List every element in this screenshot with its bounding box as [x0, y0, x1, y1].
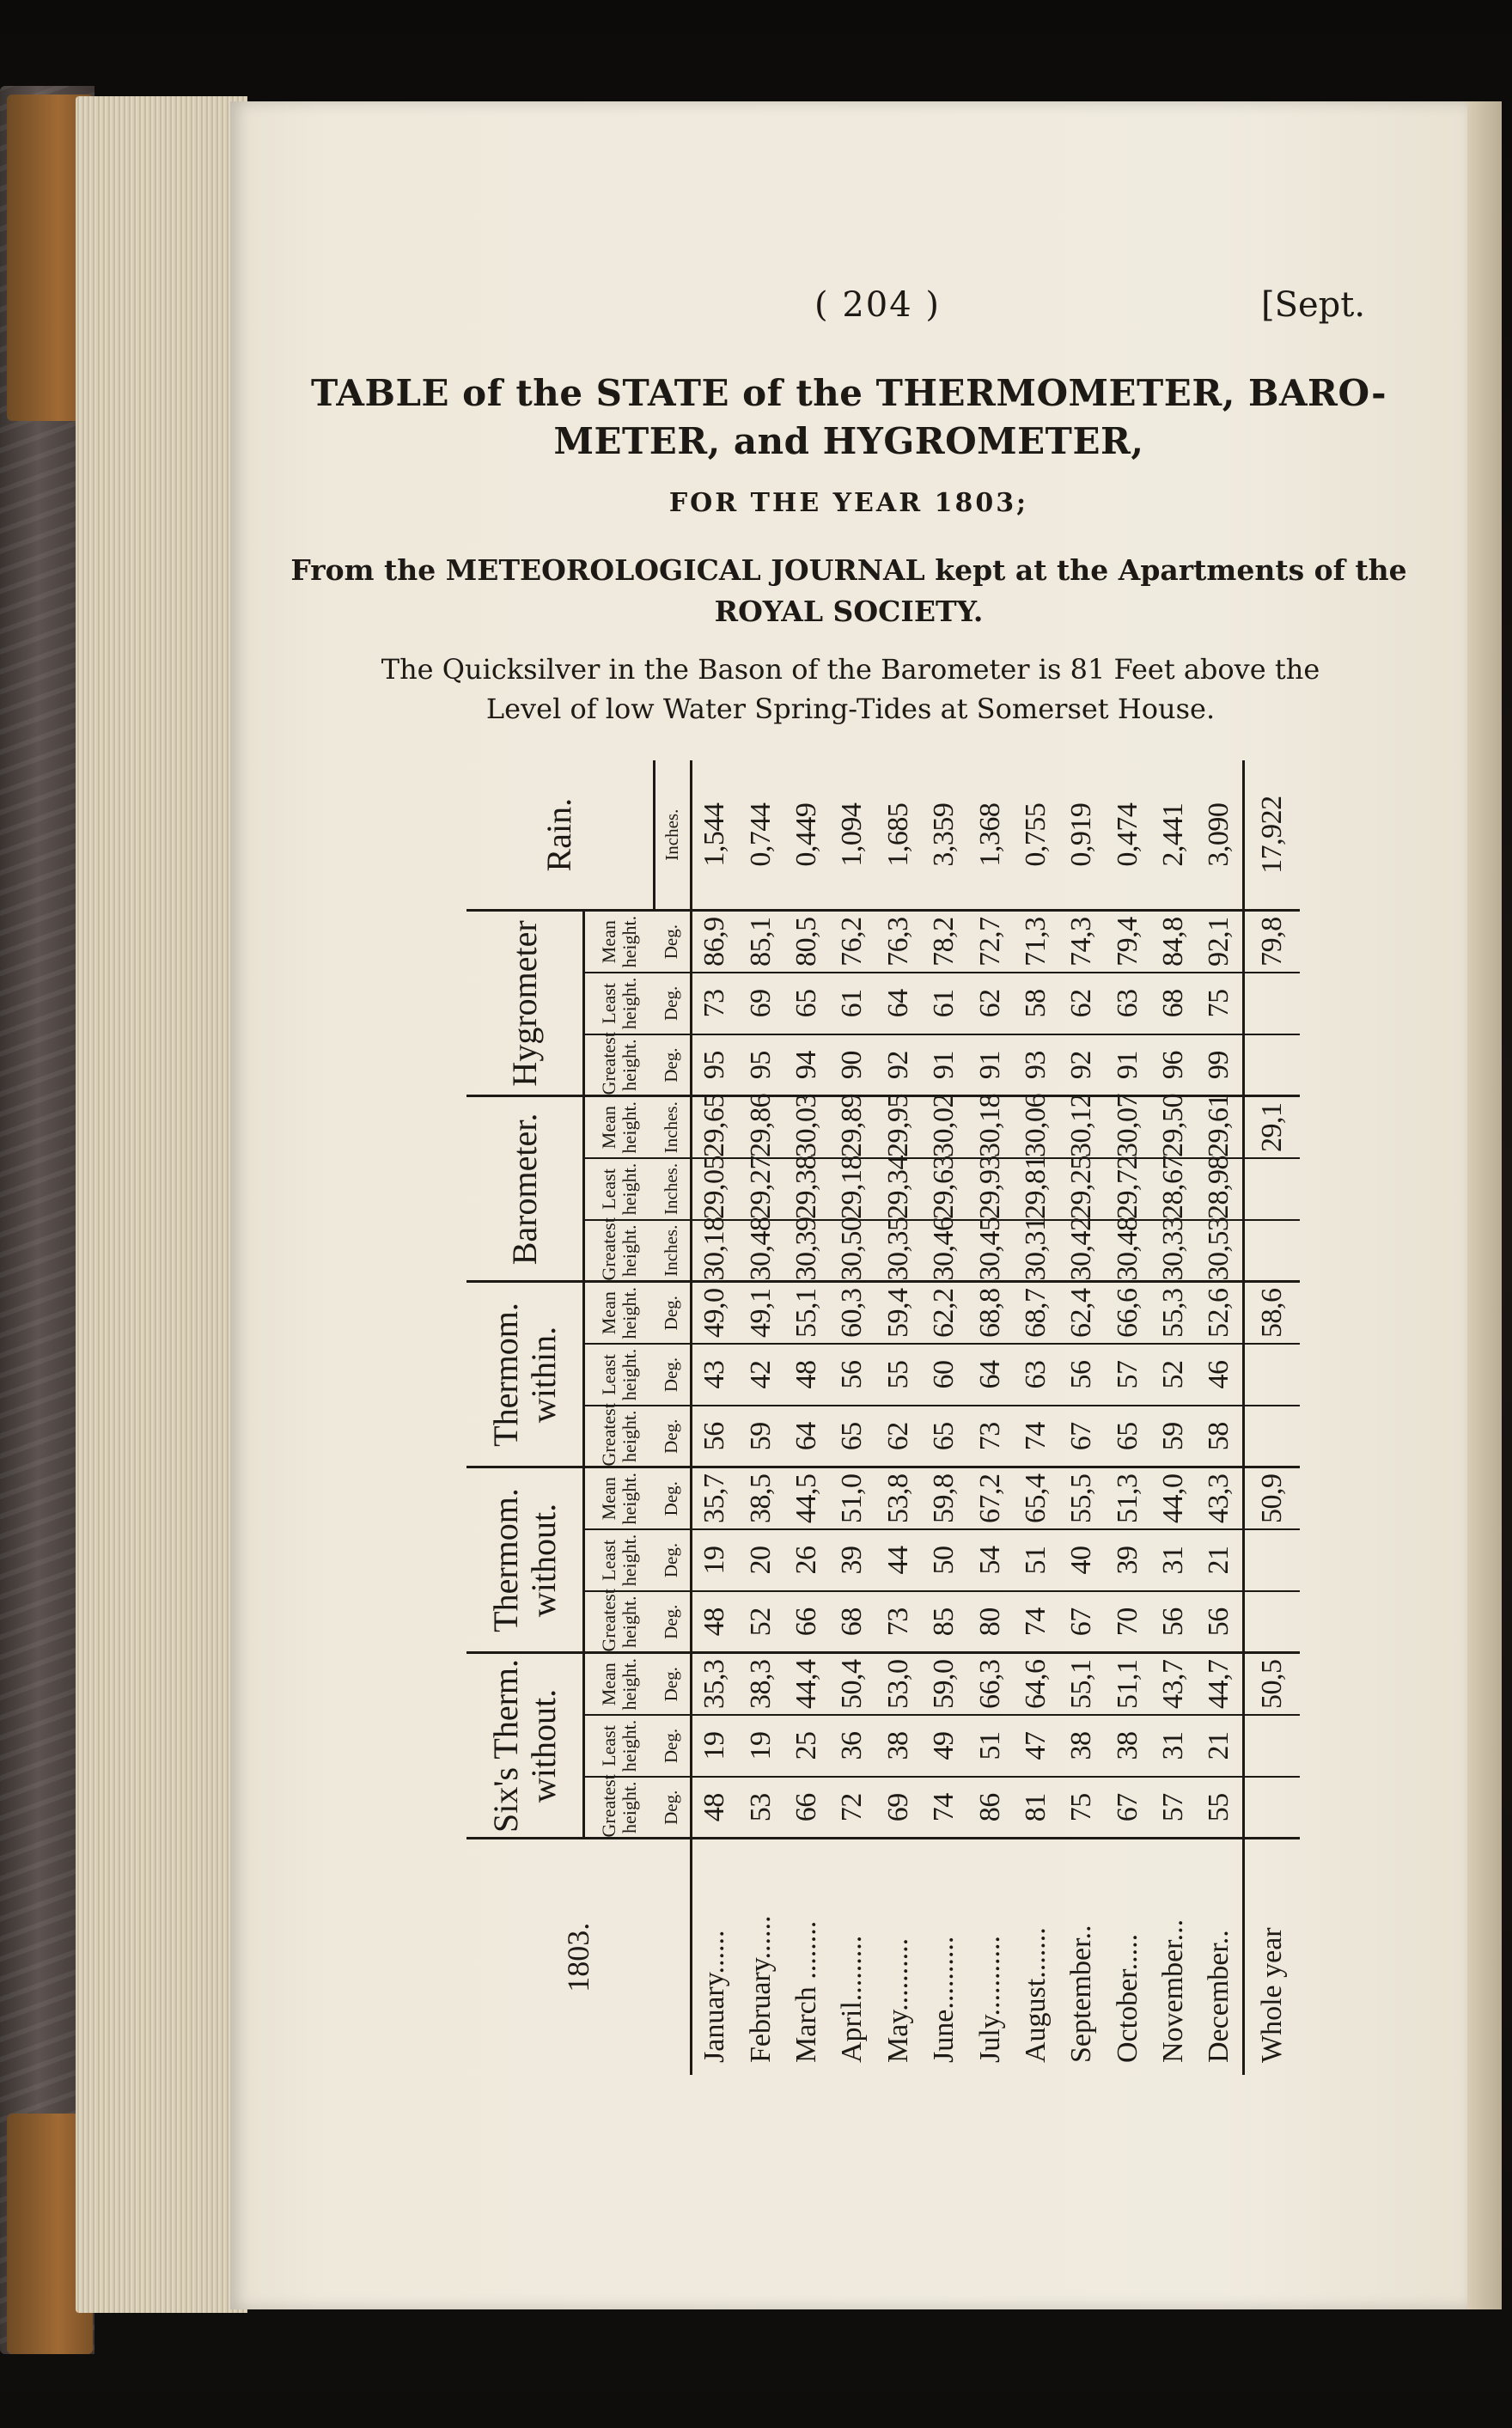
six-greatest-cell: 69 — [881, 1793, 914, 1822]
thermom-without-mean-cell: 38,5 — [738, 1467, 783, 1529]
six-greatest-cell: 81 — [1019, 1793, 1052, 1822]
unit-deg: Deg. — [654, 1034, 691, 1096]
thermom-within-mean-cell: 68,8 — [967, 1282, 1013, 1344]
unit-inches: Inches. — [654, 1096, 691, 1158]
unit-deg: Deg. — [654, 1406, 691, 1467]
year-line: FOR THE YEAR 1803; — [668, 488, 1029, 518]
barometer-greatest-cell: 30,33 — [1156, 1217, 1189, 1281]
whole-year-label: Whole year — [1244, 1839, 1300, 2075]
hygrometer-mean-cell: 74,3 — [1059, 911, 1105, 973]
thermom-within-least-cell: 48 — [783, 1344, 829, 1406]
month-label: November... — [1150, 1839, 1196, 2075]
hygrometer-least-cell: 68 — [1150, 973, 1196, 1034]
barometer-mean-cell: 30,06 — [1013, 1096, 1058, 1158]
month-label: December.. — [1197, 1839, 1244, 2075]
six-mean-cell: 64,6 — [1013, 1653, 1058, 1715]
six-greatest-cell: 75 — [1065, 1793, 1098, 1822]
barometer-greatest-cell: 30,48 — [744, 1217, 777, 1281]
thermom-within-mean-cell: 60,3 — [830, 1282, 875, 1344]
six-mean-cell: 44,4 — [783, 1653, 829, 1715]
thermom-without-mean-cell: 51,3 — [1105, 1467, 1150, 1529]
thermom-within-mean-cell: 68,7 — [1013, 1282, 1058, 1344]
unit-inches: Inches. — [654, 1158, 691, 1220]
hygrometer-greatest-cell: 95 — [698, 1051, 731, 1080]
thermom-without-mean-total: 50,9 — [1244, 1467, 1300, 1529]
barometer-total-empty — [1244, 1158, 1300, 1220]
barometer-least-cell: 29,38 — [783, 1158, 829, 1220]
thermom-within-greatest-cell: 65 — [1111, 1422, 1143, 1451]
month-label: June.......... — [921, 1839, 966, 2075]
six-least-cell: 25 — [783, 1715, 829, 1777]
barometer-greatest-cell: 30,48 — [1111, 1217, 1143, 1281]
group-hygrometer: Hygrometer — [466, 911, 584, 1096]
hygrometer-greatest-cell: 94 — [790, 1051, 823, 1080]
thermom-without-mean-cell: 43,3 — [1197, 1467, 1244, 1529]
thermom-without-least-cell: 40 — [1059, 1529, 1105, 1591]
weather-table-rotated — [466, 760, 1300, 2075]
hygrometer-greatest-cell: 96 — [1156, 1051, 1189, 1080]
hygrometer-least-cell: 61 — [830, 973, 875, 1034]
barometer-greatest-cell: 30,50 — [836, 1217, 869, 1281]
sub-greatest: Greatest height. — [598, 1589, 640, 1652]
group-rain: Rain. — [466, 760, 654, 911]
six-mean-cell: 59,0 — [921, 1653, 966, 1715]
thermom-without-mean-cell: 65,4 — [1013, 1467, 1058, 1529]
six-least-cell: 19 — [691, 1715, 738, 1777]
six-total-empty — [1244, 1715, 1300, 1777]
barometer-least-cell: 29,25 — [1059, 1158, 1105, 1220]
month-label: February...... — [738, 1839, 783, 2075]
thermom-within-least-cell: 56 — [830, 1344, 875, 1406]
thermom-within-least-cell: 60 — [921, 1344, 966, 1406]
sub-mean: Mean height. — [584, 1282, 655, 1344]
running-head: [Sept. — [1261, 285, 1366, 325]
hygrometer-greatest-cell: 91 — [1111, 1051, 1143, 1080]
hygrometer-least-cell: 62 — [967, 973, 1013, 1034]
barometer-least-cell: 29,27 — [738, 1158, 783, 1220]
thermom-without-mean-cell: 67,2 — [967, 1467, 1013, 1529]
six-mean-cell: 55,1 — [1059, 1653, 1105, 1715]
rain-cell: 0,474 — [1111, 802, 1143, 867]
hygrometer-total-empty — [1244, 973, 1300, 1034]
thermom-within-mean-cell: 59,4 — [875, 1282, 921, 1344]
thermom-without-mean-cell: 44,0 — [1150, 1467, 1196, 1529]
unit-deg: Deg. — [654, 911, 691, 973]
barometer-least-cell: 29,72 — [1105, 1158, 1150, 1220]
six-mean-cell: 38,3 — [738, 1653, 783, 1715]
group-barometer: Barometer. — [466, 1096, 584, 1282]
table-row — [875, 760, 921, 2075]
thermom-without-total-empty — [1244, 1591, 1300, 1653]
six-least-cell: 49 — [921, 1715, 966, 1777]
table-row — [967, 760, 1013, 2075]
month-label: May.......... — [875, 1839, 921, 2075]
sub-least: Least height. — [584, 1158, 655, 1220]
month-label: August....... — [1013, 1839, 1058, 2075]
month-label: July........... — [967, 1839, 1013, 2075]
thermom-within-least-cell: 63 — [1013, 1344, 1058, 1406]
thermom-without-greatest-cell: 66 — [790, 1607, 823, 1637]
thermom-within-greatest-cell: 56 — [698, 1422, 731, 1451]
thermom-within-mean-cell: 49,0 — [691, 1282, 738, 1344]
hygrometer-least-cell: 63 — [1105, 973, 1150, 1034]
source-line — [230, 550, 1467, 632]
barometer-mean-cell: 29,86 — [738, 1096, 783, 1158]
six-greatest-cell: 67 — [1111, 1793, 1143, 1822]
table-row — [1105, 760, 1150, 2075]
rain-cell: 3,090 — [1203, 802, 1235, 867]
thermom-within-total-empty — [1244, 1344, 1300, 1406]
table-row — [783, 760, 829, 2075]
sub-mean: Mean height. — [584, 1467, 655, 1529]
hygrometer-greatest-cell: 90 — [836, 1051, 869, 1080]
sub-greatest: Greatest height. — [598, 1403, 640, 1467]
barometer-least-cell: 29,93 — [967, 1158, 1013, 1220]
thermom-without-greatest-cell: 56 — [1156, 1607, 1189, 1637]
hygrometer-least-cell: 61 — [921, 973, 966, 1034]
hygrometer-mean-cell: 72,7 — [967, 911, 1013, 973]
barometer-mean-cell: 29,61 — [1197, 1096, 1244, 1158]
unit-deg: Deg. — [654, 1282, 691, 1344]
six-least-cell: 38 — [875, 1715, 921, 1777]
rain-cell: 0,744 — [744, 802, 777, 867]
thermom-within-mean-cell: 62,4 — [1059, 1282, 1105, 1344]
unit-deg: Deg. — [654, 1467, 691, 1529]
six-mean-cell: 43,7 — [1150, 1653, 1196, 1715]
hygrometer-least-cell: 75 — [1197, 973, 1244, 1034]
year-header: 1803. — [466, 1839, 691, 2075]
barometer-greatest-cell: 30,31 — [1019, 1217, 1052, 1281]
rain-cell: 0,755 — [1019, 802, 1052, 867]
title-line-1: TABLE of the STATE of the THERMOMETER, BARO- — [310, 372, 1387, 414]
rain-cell: 1,094 — [836, 802, 869, 867]
hygrometer-greatest-cell: 95 — [744, 1051, 777, 1080]
hygrometer-least-cell: 62 — [1059, 973, 1105, 1034]
thermom-without-greatest-cell: 70 — [1111, 1607, 1143, 1637]
unit-deg: Deg. — [654, 1344, 691, 1406]
barometer-note — [284, 650, 1418, 729]
sub-least: Least height. — [584, 1344, 655, 1406]
unit-deg: Deg. — [654, 1777, 691, 1839]
barometer-mean-cell: 30,07 — [1105, 1096, 1150, 1158]
barometer-mean-cell: 29,89 — [830, 1096, 875, 1158]
rain-cell: 3,359 — [928, 802, 960, 867]
barometer-greatest-cell: 30,42 — [1065, 1217, 1098, 1281]
barometer-mean-total: 29,1 — [1244, 1096, 1300, 1158]
six-total-empty — [1244, 1777, 1300, 1839]
thermom-within-greatest-cell: 74 — [1019, 1422, 1052, 1451]
barometer-greatest-cell: 30,53 — [1203, 1217, 1235, 1281]
thermom-without-mean-cell: 53,8 — [875, 1467, 921, 1529]
table-row — [1013, 760, 1058, 2075]
facing-page-edge — [1467, 101, 1502, 2309]
six-least-cell: 19 — [738, 1715, 783, 1777]
table-title — [230, 369, 1467, 466]
thermom-without-greatest-cell: 67 — [1065, 1607, 1098, 1637]
thermom-within-least-cell: 43 — [691, 1344, 738, 1406]
sub-mean: Mean height. — [584, 1096, 655, 1158]
six-least-cell: 38 — [1105, 1715, 1150, 1777]
barometer-least-cell: 29,05 — [691, 1158, 738, 1220]
table-row — [691, 760, 738, 2075]
sub-mean: Mean height. — [584, 911, 655, 973]
thermom-without-least-cell: 54 — [967, 1529, 1013, 1591]
six-least-cell: 38 — [1059, 1715, 1105, 1777]
hygrometer-mean-cell: 86,9 — [691, 911, 738, 973]
unit-deg: Deg. — [654, 1591, 691, 1653]
page-edges — [76, 96, 247, 2313]
six-least-cell: 36 — [830, 1715, 875, 1777]
barometer-greatest-cell: 30,18 — [698, 1217, 731, 1281]
table-row — [921, 760, 966, 2075]
rain-cell: 1,685 — [881, 802, 914, 867]
barometer-least-cell: 29,63 — [921, 1158, 966, 1220]
six-least-cell: 21 — [1197, 1715, 1244, 1777]
thermom-without-greatest-cell: 52 — [744, 1607, 777, 1637]
table-row — [1150, 760, 1196, 2075]
thermom-within-least-cell: 55 — [875, 1344, 921, 1406]
unit-inches: Inches. — [654, 1220, 691, 1282]
hygrometer-mean-cell: 85,1 — [738, 911, 783, 973]
thermom-without-greatest-cell: 73 — [881, 1607, 914, 1637]
thermom-without-greatest-cell: 80 — [973, 1607, 1006, 1637]
six-mean-cell: 51,1 — [1105, 1653, 1150, 1715]
title-line-2: METER, and HYGROMETER, — [553, 420, 1144, 462]
six-mean-total: 50,5 — [1244, 1653, 1300, 1715]
thermom-within-least-cell: 56 — [1059, 1344, 1105, 1406]
barometer-greatest-cell: 30,39 — [790, 1217, 823, 1281]
thermom-without-greatest-cell: 68 — [836, 1607, 869, 1637]
hygrometer-mean-cell: 80,5 — [783, 911, 829, 973]
thermom-without-greatest-cell: 48 — [698, 1607, 731, 1637]
hygrometer-mean-cell: 84,8 — [1150, 911, 1196, 973]
note-line-2: Level of low Water Spring-Tides at Somerset House. — [485, 692, 1216, 725]
thermom-within-least-cell: 52 — [1150, 1344, 1196, 1406]
month-label: March ........ — [783, 1839, 829, 2075]
rain-cell: 1,544 — [698, 802, 731, 867]
thermom-within-mean-cell: 66,6 — [1105, 1282, 1150, 1344]
thermom-within-greatest-cell: 59 — [744, 1422, 777, 1451]
thermom-within-greatest-cell: 58 — [1203, 1422, 1235, 1451]
thermom-within-total-empty — [1244, 1406, 1300, 1467]
table-row — [738, 760, 783, 2075]
hygrometer-mean-cell: 76,2 — [830, 911, 875, 973]
thermom-without-mean-cell: 51,0 — [830, 1467, 875, 1529]
sub-greatest: Greatest height. — [598, 1032, 640, 1095]
thermom-without-mean-cell: 44,5 — [783, 1467, 829, 1529]
thermom-without-greatest-cell: 56 — [1203, 1607, 1235, 1637]
thermom-without-least-cell: 39 — [1105, 1529, 1150, 1591]
unit-deg: Deg. — [654, 1715, 691, 1777]
six-greatest-cell: 48 — [698, 1793, 731, 1822]
source-line-2: ROYAL SOCIETY. — [714, 595, 984, 628]
thermom-without-greatest-cell: 85 — [928, 1607, 960, 1637]
sub-least: Least height. — [584, 1529, 655, 1591]
hygrometer-greatest-cell: 92 — [881, 1051, 914, 1080]
thermom-within-mean-cell: 52,6 — [1197, 1282, 1244, 1344]
thermom-within-mean-cell: 55,1 — [783, 1282, 829, 1344]
thermom-within-greatest-cell: 73 — [973, 1422, 1006, 1451]
table-row — [1197, 760, 1244, 2075]
month-label: April......... — [830, 1839, 875, 2075]
hygrometer-mean-cell: 92,1 — [1197, 911, 1244, 973]
group-thermom-without: Thermom. without. — [466, 1467, 584, 1653]
hygrometer-greatest-cell: 92 — [1065, 1051, 1098, 1080]
hygrometer-mean-total: 79,8 — [1244, 911, 1300, 973]
barometer-total-empty — [1244, 1220, 1300, 1282]
thermom-within-mean-cell: 49,1 — [738, 1282, 783, 1344]
thermom-within-greatest-cell: 64 — [790, 1422, 823, 1451]
barometer-greatest-cell: 30,46 — [928, 1217, 960, 1281]
unit-inches: Inches. — [654, 760, 691, 911]
six-least-cell: 51 — [967, 1715, 1013, 1777]
barometer-mean-cell: 29,95 — [875, 1096, 921, 1158]
barometer-mean-cell: 29,65 — [691, 1096, 738, 1158]
unit-deg: Deg. — [654, 1529, 691, 1591]
group-six-therm: Six's Therm. without. — [466, 1653, 584, 1839]
barometer-mean-cell: 29,50 — [1150, 1096, 1196, 1158]
barometer-greatest-cell: 30,35 — [881, 1217, 914, 1281]
thermom-without-least-cell: 20 — [738, 1529, 783, 1591]
weather-table — [466, 760, 1300, 2075]
hygrometer-greatest-cell: 91 — [973, 1051, 1006, 1080]
sub-least: Least height. — [584, 973, 655, 1034]
thermom-within-least-cell: 46 — [1197, 1344, 1244, 1406]
thermom-within-mean-cell: 55,3 — [1150, 1282, 1196, 1344]
barometer-least-cell: 29,18 — [830, 1158, 875, 1220]
thermom-within-greatest-cell: 67 — [1065, 1422, 1098, 1451]
month-label: September.. — [1059, 1839, 1105, 2075]
thermom-without-least-cell: 44 — [875, 1529, 921, 1591]
thermom-without-least-cell: 51 — [1013, 1529, 1058, 1591]
hygrometer-mean-cell: 71,3 — [1013, 911, 1058, 973]
sub-mean: Mean height. — [584, 1653, 655, 1715]
month-label: January...... — [691, 1839, 738, 2075]
hygrometer-greatest-cell: 93 — [1019, 1051, 1052, 1080]
thermom-without-mean-cell: 55,5 — [1059, 1467, 1105, 1529]
table-row — [830, 760, 875, 2075]
six-mean-cell: 53,0 — [875, 1653, 921, 1715]
thermom-without-least-cell: 39 — [830, 1529, 875, 1591]
hygrometer-mean-cell: 76,3 — [875, 911, 921, 973]
six-mean-cell: 44,7 — [1197, 1653, 1244, 1715]
barometer-mean-cell: 30,18 — [967, 1096, 1013, 1158]
table-row — [1059, 760, 1105, 2075]
six-mean-cell: 50,4 — [830, 1653, 875, 1715]
sub-greatest: Greatest height. — [598, 1217, 640, 1281]
hygrometer-least-cell: 69 — [738, 973, 783, 1034]
six-least-cell: 47 — [1013, 1715, 1058, 1777]
hygrometer-greatest-cell: 91 — [928, 1051, 960, 1080]
barometer-mean-cell: 30,02 — [921, 1096, 966, 1158]
six-greatest-cell: 53 — [744, 1793, 777, 1822]
thermom-without-total-empty — [1244, 1529, 1300, 1591]
thermom-without-mean-cell: 35,7 — [691, 1467, 738, 1529]
thermom-without-mean-cell: 59,8 — [921, 1467, 966, 1529]
thermom-within-greatest-cell: 59 — [1156, 1422, 1189, 1451]
note-line-1: The Quicksilver in the Bason of the Barometer is 81 Feet above the — [381, 653, 1320, 686]
barometer-least-cell: 28,67 — [1150, 1158, 1196, 1220]
thermom-without-least-cell: 19 — [691, 1529, 738, 1591]
hygrometer-least-cell: 64 — [875, 973, 921, 1034]
hygrometer-greatest-cell: 99 — [1203, 1051, 1235, 1080]
barometer-least-cell: 29,81 — [1013, 1158, 1058, 1220]
thermom-without-greatest-cell: 74 — [1019, 1607, 1052, 1637]
source-line-1: From the METEOROLOGICAL JOURNAL kept at the Apartments of the — [290, 553, 1407, 587]
rain-cell: 0,449 — [790, 802, 823, 867]
unit-deg: Deg. — [654, 973, 691, 1034]
six-mean-cell: 35,3 — [691, 1653, 738, 1715]
group-thermom-within: Thermom. within. — [466, 1282, 584, 1467]
table-body — [691, 760, 1300, 2075]
table-row-total — [1244, 760, 1300, 2075]
hygrometer-least-cell: 58 — [1013, 973, 1058, 1034]
six-greatest-cell: 72 — [836, 1793, 869, 1822]
sub-least: Least height. — [584, 1715, 655, 1777]
hygrometer-total-empty — [1244, 1034, 1300, 1096]
rain-cell: 0,919 — [1065, 802, 1098, 867]
thermom-within-least-cell: 57 — [1105, 1344, 1150, 1406]
thermom-within-greatest-cell: 65 — [836, 1422, 869, 1451]
thermom-without-least-cell: 26 — [783, 1529, 829, 1591]
hygrometer-least-cell: 65 — [783, 973, 829, 1034]
rain-cell: 1,368 — [973, 802, 1006, 867]
sub-greatest: Greatest height. — [598, 1774, 640, 1838]
thermom-within-greatest-cell: 65 — [928, 1422, 960, 1451]
hygrometer-least-cell: 73 — [691, 973, 738, 1034]
rain-total: 17,922 — [1244, 760, 1300, 911]
six-greatest-cell: 57 — [1156, 1793, 1189, 1822]
thermom-within-mean-total: 58,6 — [1244, 1282, 1300, 1344]
six-greatest-cell: 86 — [973, 1793, 1006, 1822]
hygrometer-mean-cell: 79,4 — [1105, 911, 1150, 973]
barometer-least-cell: 28,98 — [1197, 1158, 1244, 1220]
barometer-mean-cell: 30,12 — [1059, 1096, 1105, 1158]
thermom-without-least-cell: 21 — [1197, 1529, 1244, 1591]
six-greatest-cell: 55 — [1203, 1793, 1235, 1822]
page-number: ( 204 ) — [814, 285, 941, 325]
thermom-within-least-cell: 42 — [738, 1344, 783, 1406]
six-greatest-cell: 66 — [790, 1793, 823, 1822]
barometer-least-cell: 29,34 — [875, 1158, 921, 1220]
thermom-without-least-cell: 31 — [1150, 1529, 1196, 1591]
thermom-within-mean-cell: 62,2 — [921, 1282, 966, 1344]
thermom-within-greatest-cell: 62 — [881, 1422, 914, 1451]
barometer-greatest-cell: 30,45 — [973, 1217, 1006, 1281]
thermom-within-least-cell: 64 — [967, 1344, 1013, 1406]
unit-deg: Deg. — [654, 1653, 691, 1715]
six-least-cell: 31 — [1150, 1715, 1196, 1777]
thermom-without-least-cell: 50 — [921, 1529, 966, 1591]
month-label: October..... — [1105, 1839, 1150, 2075]
rain-cell: 2,441 — [1156, 802, 1189, 867]
six-greatest-cell: 74 — [928, 1793, 960, 1822]
barometer-mean-cell: 30,03 — [783, 1096, 829, 1158]
hygrometer-mean-cell: 78,2 — [921, 911, 966, 973]
page-header — [230, 285, 1467, 328]
six-mean-cell: 66,3 — [967, 1653, 1013, 1715]
